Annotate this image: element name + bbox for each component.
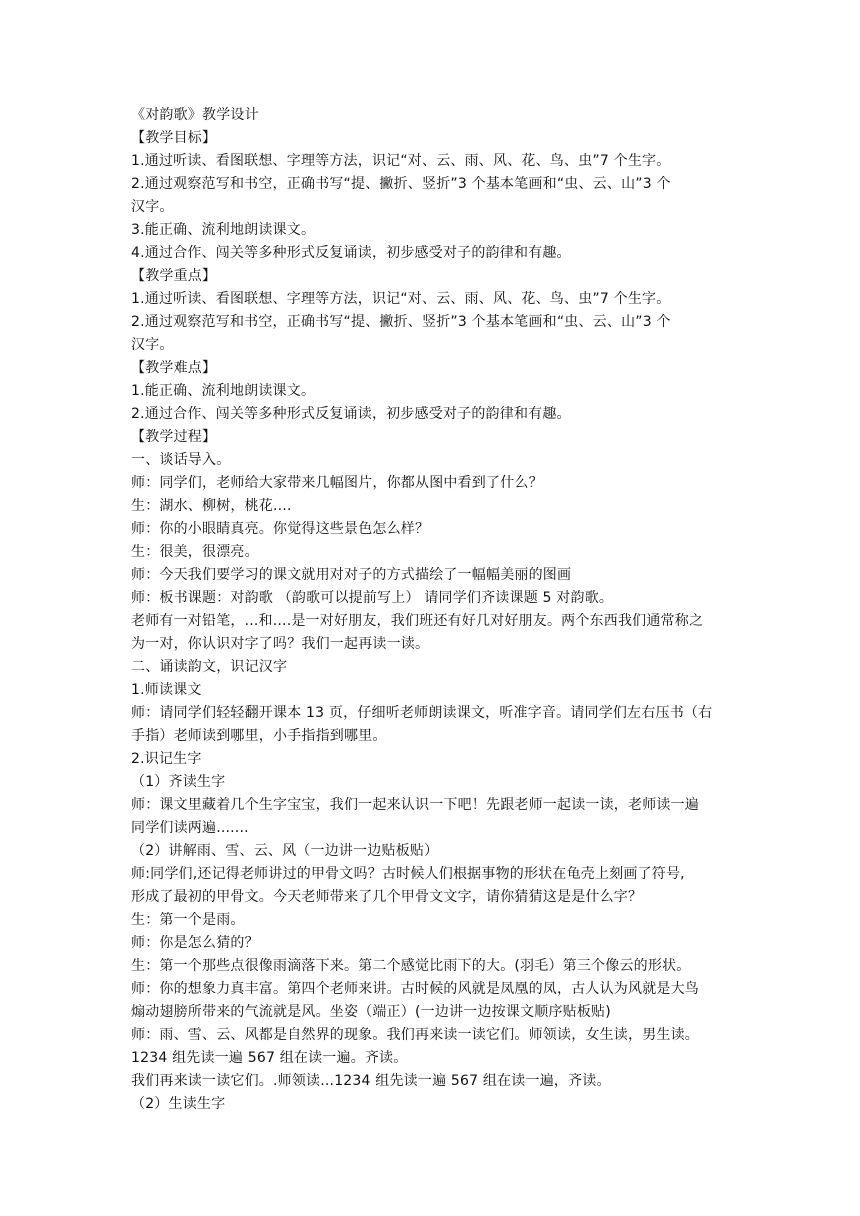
document-title: 《对韵歌》教学设计	[131, 107, 259, 123]
section-heading-difficulties: 【教学难点】	[131, 360, 217, 376]
text-line: 同学们读两遍.......	[131, 820, 249, 836]
subsection-heading: 一、谈话导入。	[131, 452, 231, 468]
subsection-heading: 二、诵读韵文，识记汉字	[131, 659, 288, 675]
section-heading-process: 【教学过程】	[131, 429, 217, 445]
dialogue-line: 师：今天我们要学习的课文就用对对子的方式描绘了一幅幅美丽的图画	[131, 567, 572, 583]
text-line: 4.通过合作、闯关等多种形式反复诵读，初步感受对子的韵律和有趣。	[131, 245, 571, 261]
dialogue-line: 生：很美，很漂亮。	[131, 544, 259, 560]
text-line: 1234 组先读一遍 567 组在读一遍。齐读。	[131, 1050, 408, 1066]
dialogue-line: 师：你的小眼睛真亮。你觉得这些景色怎么样？	[131, 521, 430, 537]
text-line: 1.通过听读、看图联想、字理等方法，识记“对、云、雨、风、花、鸟、虫”7 个生字。	[131, 291, 671, 307]
text-line: 2.通过观察范写和书空，正确书写“提、撇折、竖折”3 个基本笔画和“虫、云、山”3 个	[131, 176, 671, 192]
text-line: 2.通过观察范写和书空，正确书写“提、撇折、竖折”3 个基本笔画和“虫、云、山”3 个	[131, 314, 671, 330]
text-line: 我们再来读一读它们。.师领读...1234 组先读一遍 567 组在读一遍，齐读。	[131, 1073, 611, 1089]
section-heading-key-points: 【教学重点】	[131, 268, 217, 284]
dialogue-line: 师：你是怎么猜的？	[131, 935, 259, 951]
text-line: 1.能正确、流利地朗读课文。	[131, 383, 316, 399]
text-line: 汉字。	[131, 199, 174, 215]
text-line: 1.通过听读、看图联想、字理等方法，识记“对、云、雨、风、花、鸟、虫”7 个生字。	[131, 153, 671, 169]
dialogue-line: 师：雨、雪、云、风都是自然界的现象。我们再来读一读它们。师领读，女生读，男生读。	[131, 1027, 699, 1043]
dialogue-line: 师：板书课题：对韵歌 （韵歌可以提前写上） 请同学们齐读课题 5 对韵歌。	[131, 590, 614, 606]
text-line: 为一对，你认识对字了吗？我们一起再读一读。	[131, 636, 430, 652]
text-line: 手指）老师读到哪里，小手指指到哪里。	[131, 728, 387, 744]
step-heading: 1.师读课文	[131, 682, 202, 698]
section-heading-objectives: 【教学目标】	[131, 130, 217, 146]
document-body	[131, 104, 731, 1116]
dialogue-line: 师：请同学们轻轻翻开课本 13 页，仔细听老师朗读课文，听准字音。请同学们左右压书（右	[131, 705, 713, 721]
text-line: 煽动翅膀所带来的气流就是风。坐姿（端正）(一边讲一边按课文顺序贴板贴)	[131, 1004, 611, 1020]
dialogue-line: 师：同学们，老师给大家带来几幅图片，你都从图中看到了什么？	[131, 475, 543, 491]
substep-heading: （2）生读生字	[131, 1096, 226, 1112]
dialogue-line: 生：第一个是雨。	[131, 912, 245, 928]
dialogue-line: 师:同学们,还记得老师讲过的甲骨文吗？古时候人们根据事物的形状在龟壳上刻画了符号,	[131, 866, 685, 882]
substep-heading: （1）齐读生字	[131, 774, 226, 790]
dialogue-line: 生：第一个那些点很像雨滴落下来。第二个感觉比雨下的大。(羽毛）第三个像云的形状。	[131, 958, 691, 974]
dialogue-line: 师：课文里藏着几个生字宝宝，我们一起来认识一下吧！先跟老师一起读一读，老师读一遍	[131, 797, 699, 813]
dialogue-line: 师：你的想象力真丰富。第四个老师来讲。古时候的风就是凤凰的凤，古人认为风就是大鸟	[131, 981, 699, 997]
dialogue-line: 生：湖水、柳树，桃花....	[131, 498, 292, 514]
substep-heading: （2）讲解雨、雪、云、风（一边讲一边贴板贴）	[131, 843, 439, 859]
step-heading: 2.识记生字	[131, 751, 202, 767]
text-line: 2.通过合作、闯关等多种形式反复诵读，初步感受对子的韵律和有趣。	[131, 406, 571, 422]
text-line: 汉字。	[131, 337, 174, 353]
text-line: 形成了最初的甲骨文。今天老师带来了几个甲骨文文字，请你猜猜这是是什么字？	[131, 889, 643, 905]
text-line: 老师有一对铅笔，...和....是一对好朋友，我们班还有好几对好朋友。两个东西我们通常称之	[131, 613, 704, 629]
text-line: 3.能正确、流利地朗读课文。	[131, 222, 316, 238]
